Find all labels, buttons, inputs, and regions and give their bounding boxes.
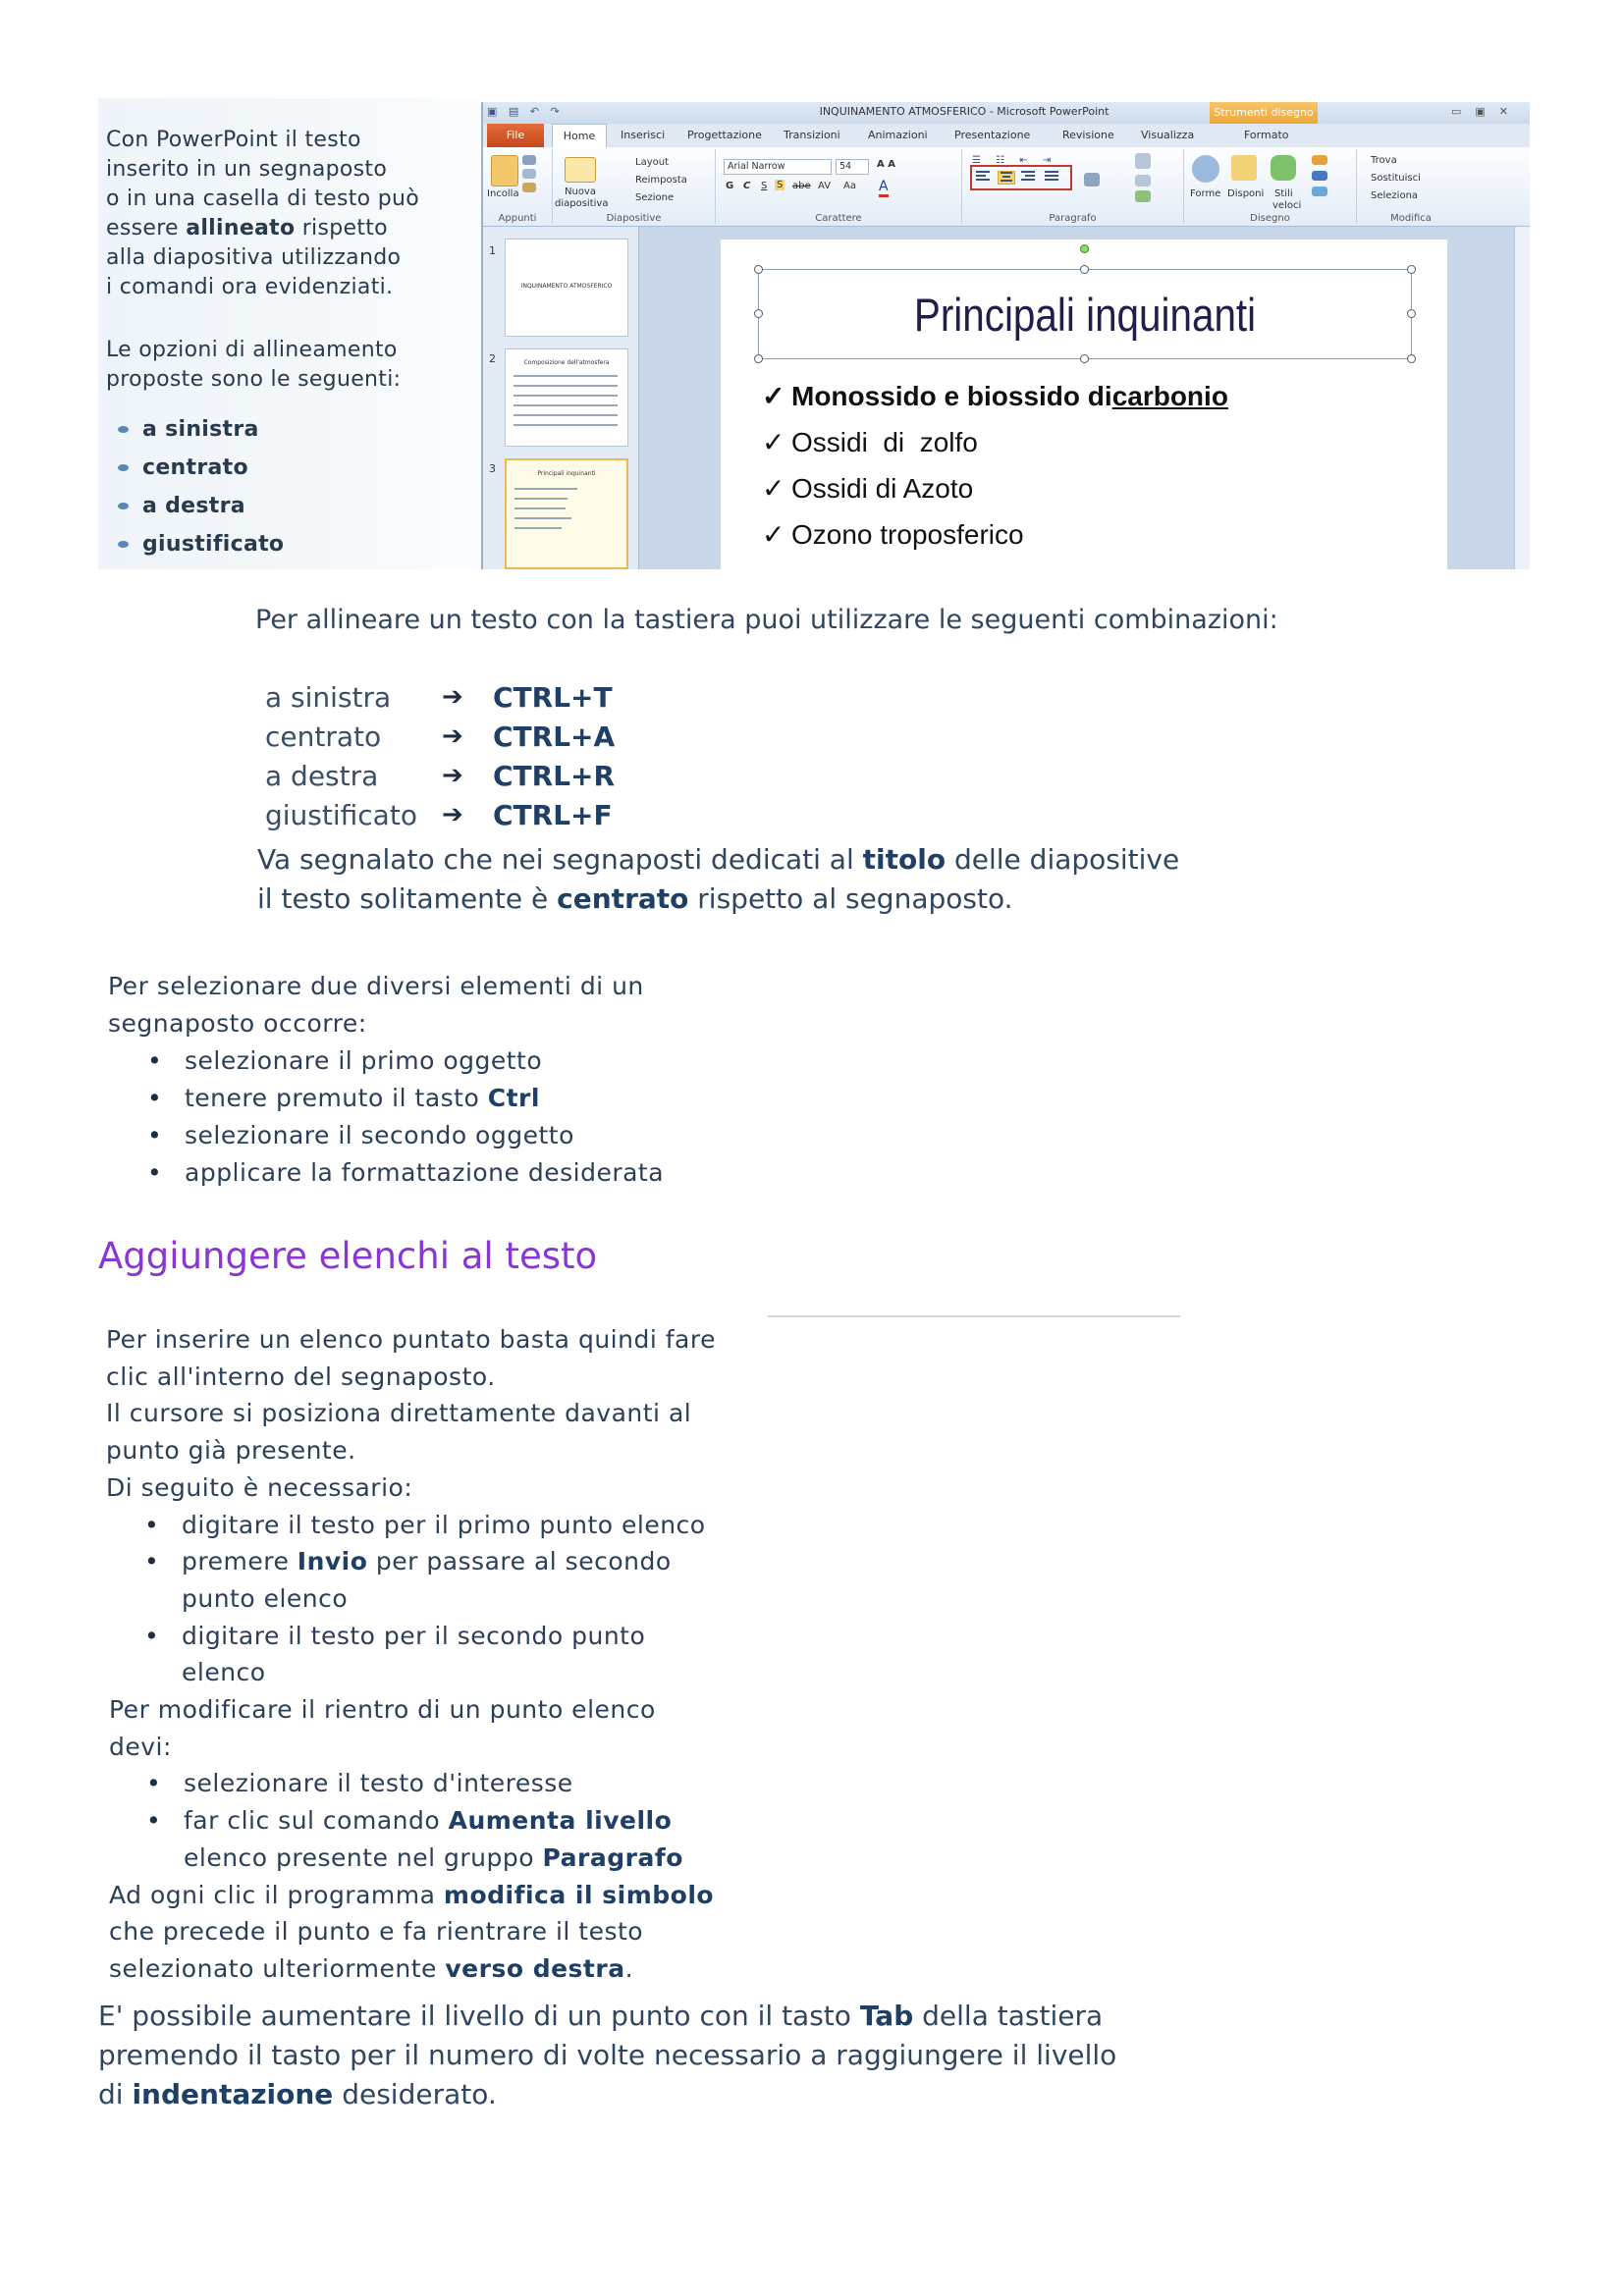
ppt-workspace [483, 227, 1530, 569]
note-text: delle diapositive [946, 843, 1180, 876]
illustration-block [98, 98, 1530, 569]
tab-inserisci[interactable]: Inserisci [621, 129, 666, 141]
paste-icon[interactable] [491, 155, 518, 187]
resize-handle[interactable] [754, 354, 763, 363]
shapes-button[interactable]: Forme [1190, 188, 1221, 199]
resize-handle[interactable] [1407, 309, 1416, 318]
list-item [182, 1543, 716, 1617]
tab-visualizza[interactable]: Visualizza [1141, 129, 1195, 141]
shortcut-keys: CTRL+A [493, 720, 616, 753]
checkmark-icon: ✓ [762, 427, 785, 457]
shortcut-keys: CTRL+T [493, 680, 613, 714]
paragraph-line: Per selezionare due diversi elementi di un [108, 972, 644, 1000]
list-item [184, 1802, 716, 1876]
note-text: Va segnalato che nei segnaposti dedicati al [257, 843, 863, 876]
intro-line [106, 214, 479, 243]
note-line [257, 840, 1179, 880]
step-text: tenere premuto il tasto [185, 1084, 488, 1112]
selection-steps [108, 1042, 664, 1192]
group-caption: Appunti [498, 213, 537, 224]
shadow-button[interactable]: S [777, 180, 784, 190]
quick-styles-icon[interactable] [1271, 155, 1296, 181]
alignment-commands-highlight [970, 165, 1072, 190]
slide-thumbnail[interactable] [505, 348, 628, 447]
thumb-title: Principali inquinanti [537, 470, 596, 477]
text-direction-icon[interactable] [1135, 153, 1151, 169]
para-text: . [624, 1953, 634, 1983]
intro-line: i comandi ora evidenziati. [106, 275, 394, 299]
options-intro-text [106, 336, 479, 395]
para-keyword: modifica il simbolo [443, 1880, 715, 1909]
thumb-title: INQUINAMENTO ATMOSFERICO [520, 283, 613, 290]
italic-button[interactable]: C [743, 181, 751, 191]
tab-animazioni[interactable]: Animazioni [868, 129, 928, 141]
note-text: E' possibile aumentare il livello di un punto con il tasto [98, 2000, 860, 2032]
shapes-icon[interactable] [1192, 155, 1219, 183]
select-button[interactable]: Seleziona [1371, 190, 1419, 201]
layout-button[interactable]: Layout [635, 157, 669, 168]
shortcut-label: centrato [265, 720, 382, 753]
step-text: per passare al secondo [367, 1547, 672, 1576]
paragraph-line [106, 1950, 716, 1988]
intro-line: inserito in un segnaposto [106, 157, 388, 182]
shortcut-row [265, 795, 615, 834]
tab-home[interactable]: Home [552, 124, 607, 147]
font-name-select[interactable]: Arial Narrow [724, 159, 832, 175]
slide-thumbnail[interactable] [505, 239, 628, 337]
option-label: a sinistra [142, 416, 259, 442]
tab-formato[interactable]: Formato [1244, 129, 1289, 141]
contextual-tab-label: Strumenti disegno [1210, 102, 1318, 124]
step-text: elenco presente nel gruppo [184, 1842, 543, 1872]
group-caption: Paragrafo [1049, 213, 1097, 224]
paragraph-line: Per inserire un elenco puntato basta quindi fare [106, 1325, 716, 1354]
paragraph-line: punto già presente. [106, 1436, 356, 1466]
shortcut-row [265, 717, 615, 756]
columns-icon[interactable] [1084, 173, 1100, 187]
resize-handle[interactable] [1407, 265, 1416, 274]
bullet-text: Ossidi di zolfo [791, 426, 978, 457]
para-keyword: verso destra [445, 1953, 625, 1983]
find-button[interactable]: Trova [1371, 155, 1397, 166]
list-item [185, 1080, 664, 1117]
section-button[interactable]: Sezione [635, 192, 675, 203]
arrow-icon: ➔ [442, 682, 463, 712]
reset-button[interactable]: Reimposta [635, 175, 687, 186]
intro-line: o in una casella di testo può [106, 187, 419, 211]
shortcut-row [265, 677, 615, 717]
list-item: • applicare la formattazione desiderata [185, 1154, 664, 1192]
bullet-text: Ozono troposferico [791, 518, 1024, 550]
step-text: far clic sul comando [184, 1806, 449, 1836]
list-item: • digitare il testo per il primo punto elenco [182, 1507, 716, 1544]
align-left-icon[interactable] [976, 171, 994, 185]
tab-presentazione[interactable]: Presentazione [954, 129, 1031, 141]
note-keyword: indentazione [132, 2078, 334, 2110]
title-alignment-note [257, 840, 1179, 919]
group-appunti [483, 149, 553, 224]
format-painter-icon[interactable] [522, 183, 536, 192]
list-item: • selezionare il testo d'interesse [184, 1765, 716, 1802]
note-keyword: Tab [859, 2000, 914, 2032]
bullet-icon [118, 541, 129, 548]
intro-line: Con PowerPoint il testo [106, 128, 361, 152]
note-keyword: centrato [557, 882, 689, 915]
list-item [98, 525, 284, 563]
list-item [182, 1618, 716, 1691]
checkmark-icon: ✓ [762, 381, 785, 411]
font-size-select[interactable]: 54 [836, 159, 869, 175]
arrange-icon[interactable] [1231, 155, 1257, 181]
note-text: il testo solitamente è [257, 882, 558, 915]
smartart-icon[interactable] [1135, 190, 1151, 202]
slide-number: 1 [489, 244, 496, 257]
list-item [98, 449, 284, 487]
paragraph-line: clic all'interno del segnaposto. [106, 1362, 496, 1391]
step-text: digitare il testo per il secondo punto [182, 1621, 646, 1650]
list-item [762, 419, 1228, 465]
new-slide-button[interactable]: Nuova [565, 187, 596, 197]
note-line [98, 2075, 1116, 2114]
paste-button[interactable]: Incolla [487, 188, 519, 199]
paragraph-line [106, 1877, 716, 1914]
step-text: punto elenco [182, 1583, 349, 1613]
intro-line: alla diapositiva utilizzando [106, 245, 402, 270]
step-keyword: Ctrl [487, 1084, 540, 1112]
note-text: della tastiera [913, 2000, 1104, 2032]
slide-number: 2 [489, 352, 496, 365]
tab-transizioni[interactable]: Transizioni [784, 129, 840, 141]
group-diapositive [553, 149, 716, 224]
slide-title: Principali inquinanti [913, 288, 1257, 341]
rotate-handle[interactable] [1080, 244, 1089, 253]
section-heading: Aggiungere elenchi al testo [98, 1235, 598, 1277]
change-case-button[interactable]: Aa [843, 181, 856, 191]
bold-button[interactable]: G [726, 181, 734, 191]
quick-styles-button-line2[interactable]: veloci [1272, 200, 1302, 211]
replace-button[interactable]: Sostituisci [1371, 173, 1421, 184]
arrow-icon: ➔ [442, 721, 463, 751]
new-slide-button-line2[interactable]: diapositiva [555, 198, 609, 209]
window-title-bar [483, 102, 1530, 124]
title-placeholder[interactable] [758, 269, 1412, 359]
cut-icon[interactable] [522, 155, 536, 165]
paragraph-line: Il cursore si posiziona direttamente davanti al [106, 1399, 692, 1428]
underline-button[interactable]: S [761, 181, 768, 191]
group-disegno [1184, 149, 1357, 224]
bullet-text-underlined: carbonio [1111, 380, 1228, 411]
new-slide-icon[interactable] [565, 157, 596, 183]
shortcut-label: giustificato [265, 798, 417, 831]
justify-icon[interactable] [1045, 171, 1062, 185]
slide-number: 3 [489, 462, 496, 475]
shortcut-label: a destra [265, 759, 379, 792]
paragraph-line: Di seguito è necessario: [106, 1472, 413, 1502]
selection-instructions [108, 968, 664, 1192]
group-modifica [1357, 149, 1465, 224]
list-instructions [106, 1321, 716, 1988]
intro-text: essere [106, 216, 187, 240]
checkmark-icon: ✓ [762, 519, 785, 550]
window-title: INQUINAMENTO ATMOSFERICO - Microsoft PowerPoint [819, 105, 1109, 118]
tab-progettazione[interactable]: Progettazione [687, 129, 762, 141]
note-text: desiderato. [333, 2078, 497, 2110]
slide-bullet-list[interactable] [762, 373, 1228, 558]
shortcut-keys: CTRL+F [493, 798, 613, 831]
vertical-scrollbar[interactable] [1514, 227, 1530, 569]
shortcut-keys: CTRL+R [493, 759, 616, 792]
resize-handle[interactable] [754, 309, 763, 318]
window-controls[interactable]: ▭▣✕ [1450, 105, 1522, 118]
note-text: rispetto al segnaposto. [688, 882, 1013, 915]
group-caption: Modifica [1390, 213, 1432, 224]
slide-thumbnail-selected[interactable] [505, 458, 628, 569]
tab-indent-note [98, 1997, 1116, 2114]
bullet-text: Ossidi di Azoto [791, 472, 974, 504]
paragraph-line: devi: [109, 1732, 172, 1761]
bullet-icon [118, 464, 129, 471]
step-keyword: Invio [297, 1547, 368, 1576]
paragraph-line: Per modificare il rientro di un punto elenco [109, 1695, 656, 1725]
align-center-icon[interactable] [998, 171, 1015, 185]
quick-access-toolbar[interactable]: ▣ ▤ ↶ ↷ [487, 105, 564, 118]
shape-outline-icon[interactable] [1312, 171, 1327, 181]
note-line [257, 880, 1179, 919]
option-label: a destra [142, 493, 245, 518]
paragraph-line: che precede il punto e fa rientrare il testo [109, 1917, 644, 1947]
list-item [762, 465, 1228, 511]
options-line: proposte sono le seguenti: [106, 367, 402, 392]
resize-handle[interactable] [1407, 354, 1416, 363]
shortcut-label: a sinistra [265, 680, 392, 714]
ribbon-tabs [483, 124, 1530, 148]
alignment-explanation-panel [98, 98, 481, 569]
resize-handle[interactable] [1080, 354, 1089, 363]
options-line: Le opzioni di allineamento [106, 338, 398, 362]
para-text: Ad ogni clic il programma [109, 1880, 444, 1909]
slides-pane [483, 227, 639, 569]
group-paragrafo [962, 149, 1184, 224]
arrow-icon: ➔ [442, 761, 463, 790]
step-keyword: Paragrafo [542, 1842, 683, 1872]
note-line [98, 1997, 1116, 2036]
shortcut-row [265, 756, 615, 795]
alignment-intro-text [106, 126, 479, 302]
divider [768, 1315, 1180, 1317]
intro-keyword: allineato [186, 216, 296, 240]
list-item: • selezionare il primo oggetto [185, 1042, 664, 1080]
bullet-icon [118, 503, 129, 509]
list-item [762, 511, 1228, 558]
ribbon [483, 147, 1530, 227]
group-caption: Disegno [1250, 213, 1290, 224]
bullet-icon [118, 426, 129, 433]
option-label: centrato [142, 454, 248, 480]
tab-file[interactable]: File [487, 124, 544, 147]
list-item [98, 410, 284, 449]
group-caption: Diapositive [606, 213, 662, 224]
quick-styles-button[interactable]: Stili [1274, 188, 1293, 199]
alignment-options-list [98, 410, 284, 563]
grow-font-icon[interactable]: A A [877, 159, 895, 170]
note-text: di [98, 2078, 133, 2110]
strikethrough-button[interactable]: abe [792, 181, 811, 191]
group-carattere [716, 149, 962, 224]
spacing-button[interactable]: AV [818, 181, 832, 191]
step-text: premere [182, 1547, 298, 1576]
group-caption: Carattere [815, 213, 862, 224]
powerpoint-window [481, 102, 1530, 569]
font-color-button[interactable]: A [879, 179, 889, 197]
resize-handle[interactable] [754, 265, 763, 274]
arrow-icon: ➔ [442, 800, 463, 829]
list-item: • selezionare il secondo oggetto [185, 1117, 664, 1154]
paragraph-line: segnaposto occorre: [108, 1009, 367, 1038]
align-right-icon[interactable] [1021, 171, 1039, 185]
arrange-button[interactable]: Disponi [1227, 188, 1265, 199]
keyboard-intro: Per allineare un testo con la tastiera puoi utilizzare le seguenti combinazioni: [255, 605, 1278, 635]
indent-steps [106, 1765, 716, 1876]
intro-text: rispetto [295, 216, 388, 240]
checkmark-icon: ✓ [762, 473, 785, 504]
shape-fill-icon[interactable] [1312, 155, 1327, 165]
step-text: elenco [182, 1658, 266, 1687]
copy-icon[interactable] [522, 169, 536, 179]
slide-canvas[interactable] [721, 240, 1447, 569]
shortcut-table [265, 677, 615, 834]
note-keyword: titolo [862, 843, 947, 876]
align-text-icon[interactable] [1135, 175, 1151, 187]
shape-effects-icon[interactable] [1312, 187, 1327, 196]
note-line: premendo il tasto per il numero di volte necessario a raggiungere il livello [98, 2039, 1117, 2071]
bullet-text: Monossido e biossido di [791, 380, 1112, 411]
list-item [98, 487, 284, 525]
option-label: giustificato [142, 531, 285, 557]
list-item [762, 373, 1228, 419]
thumb-title: Composizione dell'atmosfera [523, 359, 610, 366]
tab-revisione[interactable]: Revisione [1062, 129, 1114, 141]
resize-handle[interactable] [1080, 265, 1089, 274]
insert-list-steps [106, 1507, 716, 1692]
para-text: selezionato ulteriormente [109, 1953, 446, 1983]
list-buttons[interactable]: ☰ ☷ ⇤ ⇥ [972, 155, 1057, 166]
step-keyword: Aumenta livello [448, 1806, 673, 1836]
